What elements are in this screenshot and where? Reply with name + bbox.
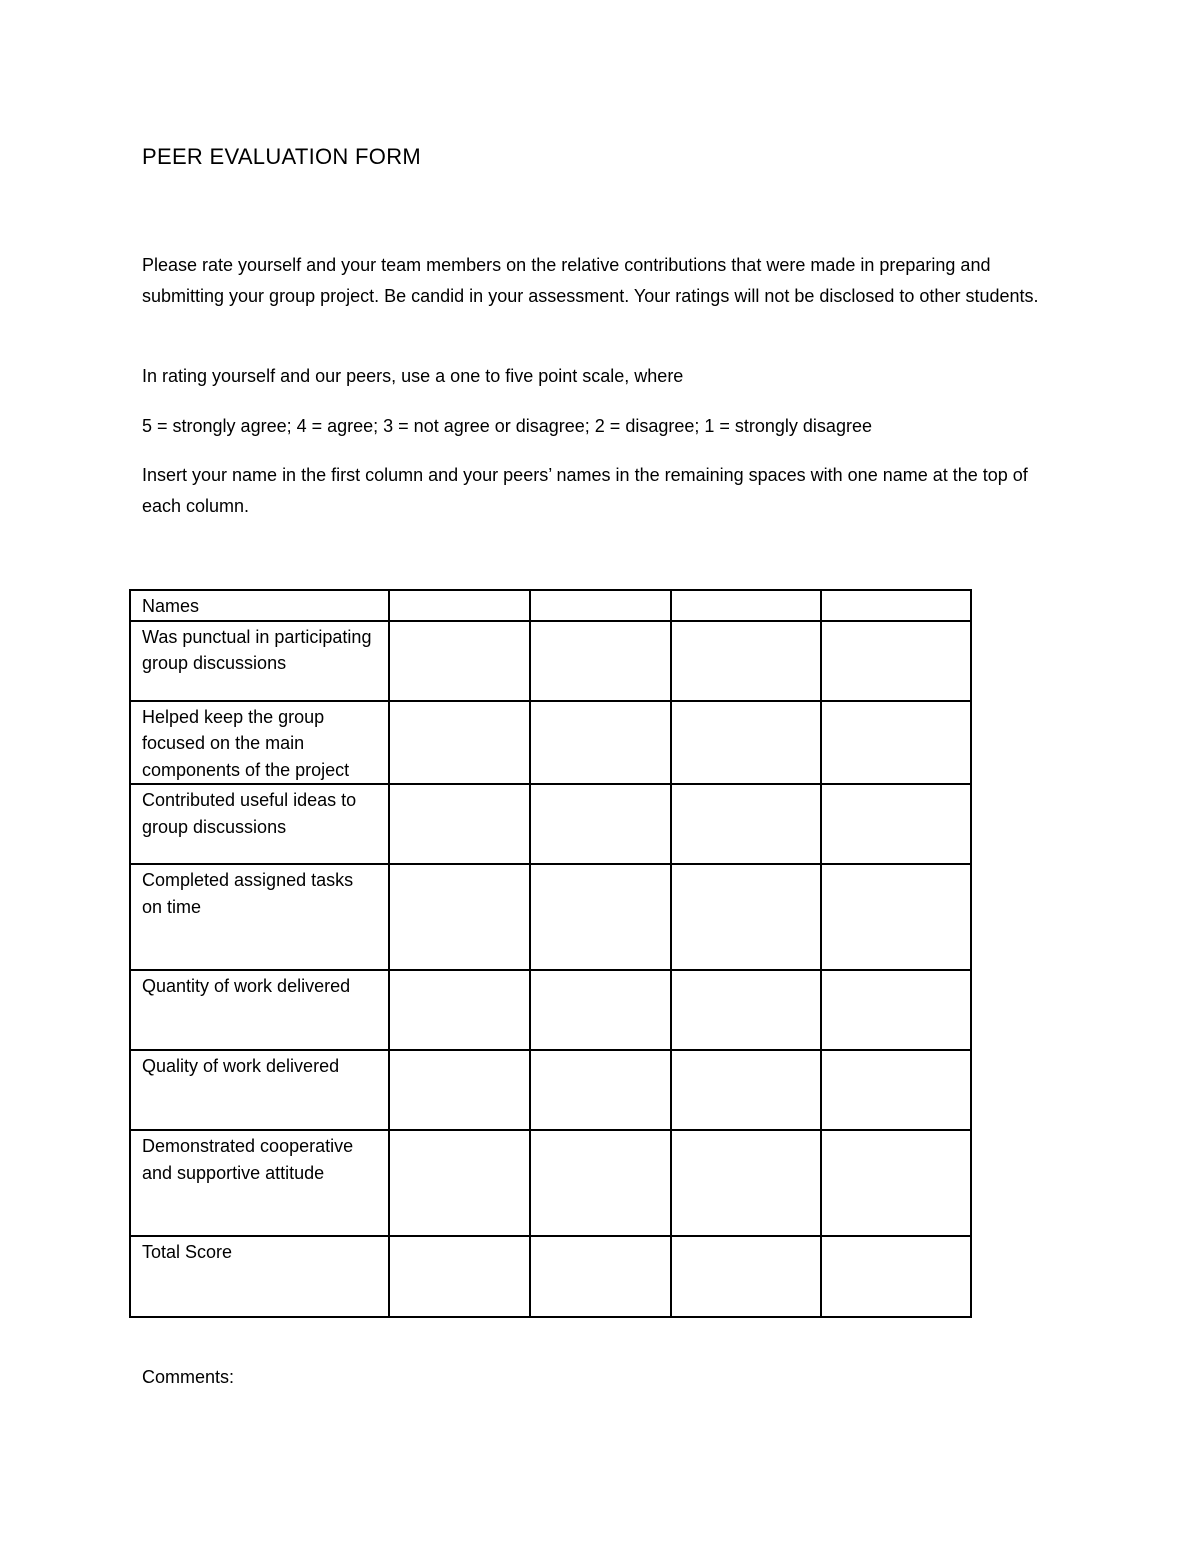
score-cell[interactable] (389, 701, 530, 785)
form-title: PEER EVALUATION FORM (142, 144, 422, 169)
table-row-tasks (130, 864, 971, 970)
score-cell[interactable] (530, 1130, 671, 1236)
row-label-attitude: Demonstrated cooperative and supportive attitude (130, 1130, 389, 1236)
score-cell[interactable] (821, 1050, 971, 1130)
name-cell-4[interactable] (821, 590, 971, 621)
table-row-total (130, 1236, 971, 1317)
total-score-cell[interactable] (671, 1236, 821, 1317)
row-label-total: Total Score (130, 1236, 389, 1317)
total-score-cell[interactable] (389, 1236, 530, 1317)
instructions-paragraph: Insert your name in the first column and your peers’ names in the remaining spaces with one name at the top of each column. (142, 465, 1028, 516)
score-cell[interactable] (530, 784, 671, 864)
intro-paragraph: Please rate yourself and your team members on the relative contributions that were made in preparing and submitting your group project. Be candid in your assessment. Your ratings will not be disclosed to other students. (142, 255, 1039, 306)
row-label-names: Names (130, 590, 389, 621)
scale-intro-text: In rating yourself and our peers, use a one to five point scale, where (142, 366, 684, 386)
score-cell[interactable] (389, 970, 530, 1050)
table-row-punctual (130, 621, 971, 701)
score-cell[interactable] (530, 864, 671, 970)
total-score-cell[interactable] (530, 1236, 671, 1317)
score-cell[interactable] (821, 701, 971, 785)
table-row-quality (130, 1050, 971, 1130)
row-label-focus: Helped keep the group focused on the main components of the project (130, 701, 389, 785)
score-cell[interactable] (530, 621, 671, 701)
scale-definition-text: 5 = strongly agree; 4 = agree; 3 = not agree or disagree; 2 = disagree; 1 = strongly disagree (142, 416, 872, 436)
score-cell[interactable] (671, 1130, 821, 1236)
name-cell-3[interactable] (671, 590, 821, 621)
score-cell[interactable] (389, 1050, 530, 1130)
table-row-names (130, 590, 971, 621)
table-row-ideas (130, 784, 971, 864)
row-label-tasks: Completed assigned tasks on time (130, 864, 389, 970)
row-label-quantity: Quantity of work delivered (130, 970, 389, 1050)
score-cell[interactable] (821, 621, 971, 701)
score-cell[interactable] (530, 970, 671, 1050)
name-cell-1[interactable] (389, 590, 530, 621)
score-cell[interactable] (530, 1050, 671, 1130)
table-row-quantity (130, 970, 971, 1050)
score-cell[interactable] (821, 864, 971, 970)
score-cell[interactable] (671, 1050, 821, 1130)
score-cell[interactable] (671, 701, 821, 785)
row-label-quality: Quality of work delivered (130, 1050, 389, 1130)
score-cell[interactable] (671, 621, 821, 701)
score-cell[interactable] (821, 1130, 971, 1236)
table-row-attitude (130, 1130, 971, 1236)
score-cell[interactable] (821, 970, 971, 1050)
comments-label: Comments: (142, 1367, 235, 1387)
score-cell[interactable] (389, 784, 530, 864)
score-cell[interactable] (671, 784, 821, 864)
score-cell[interactable] (671, 970, 821, 1050)
row-label-ideas: Contributed useful ideas to group discussions (130, 784, 389, 864)
name-cell-2[interactable] (530, 590, 671, 621)
row-label-punctual: Was punctual in participating group discussions (130, 621, 389, 701)
peer-evaluation-table (129, 589, 972, 1318)
table-row-focus (130, 701, 971, 785)
total-score-cell[interactable] (821, 1236, 971, 1317)
score-cell[interactable] (821, 784, 971, 864)
score-cell[interactable] (389, 1130, 530, 1236)
score-cell[interactable] (671, 864, 821, 970)
score-cell[interactable] (530, 701, 671, 785)
score-cell[interactable] (389, 864, 530, 970)
score-cell[interactable] (389, 621, 530, 701)
